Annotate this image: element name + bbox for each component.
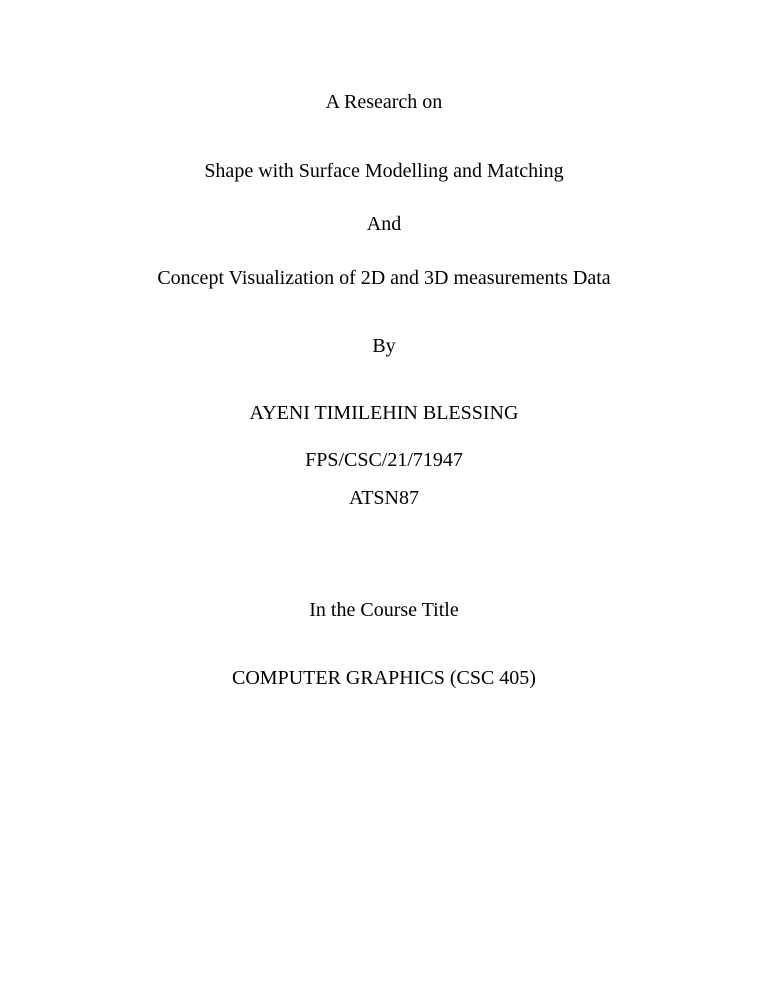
by-label: By <box>372 335 396 357</box>
title-line-1: Shape with Surface Modelling and Matching <box>204 160 564 182</box>
author-name: AYENI TIMILEHIN BLESSING <box>249 402 519 424</box>
title-line-2: Concept Visualization of 2D and 3D measurements Data <box>157 267 611 289</box>
author-code: ATSN87 <box>348 487 419 509</box>
matric-number: FPS/CSC/21/71947 <box>305 449 463 471</box>
course-title: COMPUTER GRAPHICS (CSC 405) <box>232 667 536 689</box>
intro-text: A Research on <box>325 91 443 113</box>
conjunction-text: And <box>366 213 402 235</box>
course-label: In the Course Title <box>309 599 459 621</box>
